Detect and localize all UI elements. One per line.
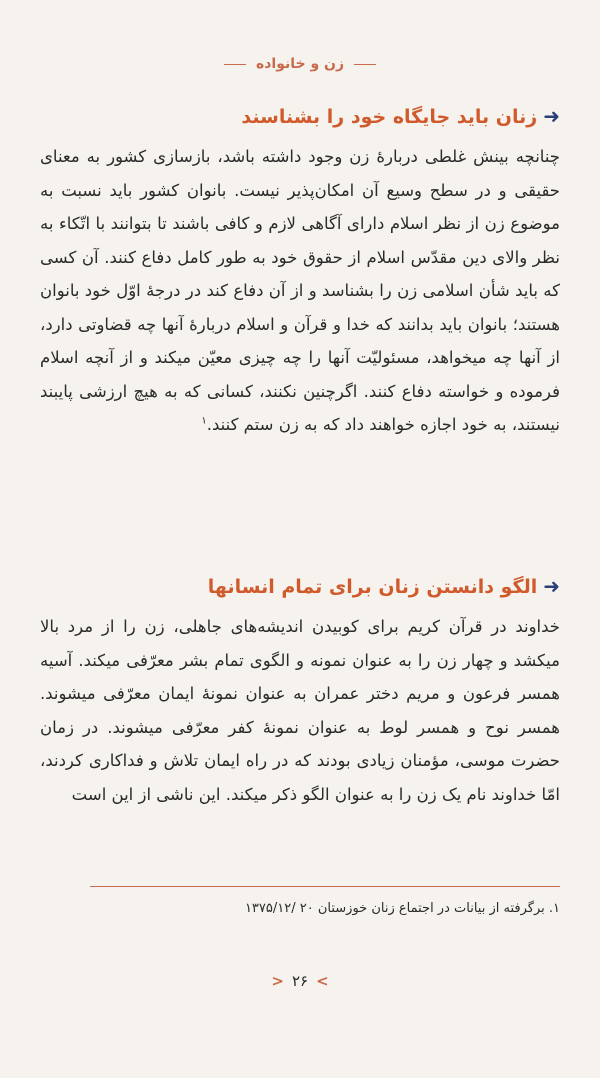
page-number (0, 972, 600, 990)
section-2-paragraph (40, 610, 560, 811)
section-1-paragraph-text: چنانچه بینش غلطی دربارهٔ زن وجود داشته باشد، بازسازی کشور به معنای حقیقی و در سطح وسیع آن امکان‌پذیر نیست. بانوان کشور باید نسبت به موضوع زن از نظر اسلام دارای آگاهی لازم و کافی باشند تا بتوانند با اتّکاء به نظر والای دین مقدّس اسلام از حقوق خود به طور کامل دفاع کنند. آن کسی که باید شأن اسلامی زن را بشناسد و از آن دفاع کند در درجهٔ اوّل خود بانوان هستند؛ بانوان باید بدانند که خدا و قرآن و اسلام دربارهٔ آنها چه قضاوتی دارد، از آنها چه میخواهد، مسئولیّت آنها را چه چیزی معیّن میکند و از آنچه اسلام فرموده و خواسته دفاع کنند. اگرچنین نکنند، کسانی که به هیچ ارزشی پایبند نیستند، به خود اجازه خواهند داد که به زن ستم کنند. (40, 147, 560, 434)
section-title-2 (208, 574, 560, 598)
section-title-2-text: الگو دانستن زنان برای تمام انسانها (207, 576, 538, 598)
section-title-1-text: زنان باید جایگاه خود را بشناسند (241, 106, 538, 128)
arrow-left-icon: ➜ (543, 104, 560, 128)
footnote-text: ۱. برگرفته از بیانات در اجتماع زنان خوزستان ۲۰ /۱۳۷۵/۱۲ (244, 901, 560, 916)
chevron-right-icon: > (316, 972, 329, 990)
section-1-paragraph (40, 140, 560, 442)
page-number-value: ۲۶ (291, 972, 309, 990)
section-title-1 (241, 104, 560, 128)
footnote-divider (90, 886, 560, 887)
footnote (40, 898, 560, 920)
section-2-paragraph-text: خداوند در قرآن کریم برای کوبیدن اندیشه‌های جاهلی، زن را از مرد بالا میکشد و چهار زن را به عنوان نمونه و الگوی تمام بشر معرّفی میکند. آسیه همسر فرعون و مریم دختر عمران به عنوان نمونهٔ ایمان معرّفی میشوند. همسر نوح و همسر لوط به عنوان نمونهٔ کفر معرّفی میشوند. در زمان حضرت موسی، مؤمنان زیادی بودند که در راه ایمان تلاش و فداکاری کردند، امّا خداوند نام یک زن را به عنوان الگو ذکر میکند. این ناشی از این است (40, 617, 560, 804)
header-dash-left (224, 64, 246, 65)
header-title: زن و خانواده (255, 56, 345, 72)
arrow-left-icon: ➜ (543, 574, 560, 598)
footnote-reference: ۱ (201, 415, 207, 427)
chevron-left-icon: < (271, 972, 284, 990)
header-dash-right (354, 64, 376, 65)
running-header (0, 56, 600, 72)
